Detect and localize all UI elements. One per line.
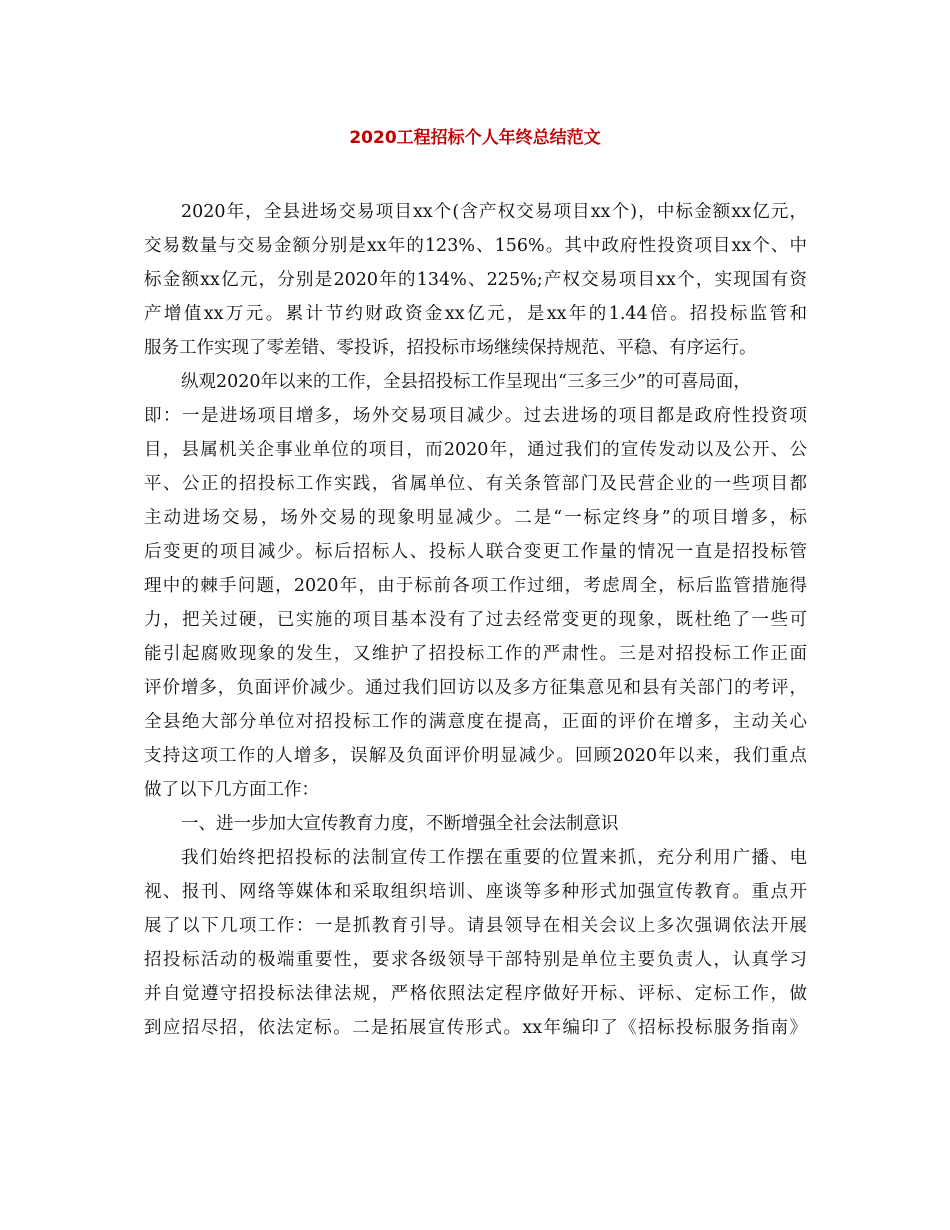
text-line: 能引起腐败现象的发生，又维护了招投标工作的严肃性。三是对招投标工作正面 [144, 644, 807, 664]
text-line: 展了以下几项工作：一是抓教育引导。请县领导在相关会议上多次强调依法开展 [144, 916, 807, 936]
text-line: 视、报刊、网络等媒体和采取组织培训、座谈等多种形式加强宣传教育。重点开 [144, 882, 807, 902]
text-line: 理中的棘手问题，2020年，由于标前各项工作过细，考虑周全，标后监管措施得 [144, 576, 807, 596]
text-line: 我们始终把招投标的法制宣传工作摆在重要的位置来抓，充分利用广播、电 [181, 848, 807, 868]
text-line: 全县绝大部分单位对招投标工作的满意度在提高，正面的评价在增多，主动关心 [144, 712, 807, 732]
text-line: 产增值xx万元。累计节约财政资金xx亿元，是xx年的1.44倍。招投标监管和 [144, 304, 807, 324]
text-line: 到应招尽招，依法定标。二是拓展宣传形式。xx年编印了《招标投标服务指南》 [144, 1018, 807, 1038]
text-line: 即：一是进场项目增多，场外交易项目减少。过去进场的项目都是政府性投资项 [144, 406, 807, 426]
text-line: 力，把关过硬，已实施的项目基本没有了过去经常变更的现象，既杜绝了一些可 [144, 610, 807, 630]
text-line: 做了以下几方面工作： [144, 780, 319, 800]
text-line: 评价增多，负面评价减少。通过我们回访以及多方征集意见和县有关部门的考评， [144, 678, 807, 698]
document-title: 2020工程招标个人年终总结范文 [349, 128, 601, 148]
text-line: 后变更的项目减少。标后招标人、投标人联合变更工作量的情况一直是招投标管 [144, 542, 807, 562]
text-line: 标金额xx亿元，分别是2020年的134%、225%;产权交易项目xx个，实现国有资 [144, 270, 807, 290]
text-line: 服务工作实现了零差错、零投诉，招投标市场继续保持规范、平稳、有序运行。 [144, 338, 757, 358]
document-body [144, 195, 807, 1045]
text-line: 纵观2020年以来的工作，全县招投标工作呈现出“三多三少”的可喜局面， [181, 372, 751, 392]
text-line: 平、公正的招投标工作实践，省属单位、有关条管部门及民营企业的一些项目都 [144, 474, 807, 494]
text-line: 主动进场交易，场外交易的现象明显减少。二是“一标定终身”的项目增多，标 [144, 508, 807, 528]
text-line: 2020年，全县进场交易项目xx个(含产权交易项目xx个)，中标金额xx亿元， [181, 202, 807, 222]
text-line: 目，县属机关企事业单位的项目，而2020年，通过我们的宣传发动以及公开、公 [144, 440, 807, 460]
text-line: 并自觉遵守招投标法律法规，严格依照法定程序做好开标、评标、定标工作，做 [144, 984, 807, 1004]
text-line: 招投标活动的极端重要性，要求各级领导干部特别是单位主要负责人，认真学习 [144, 950, 807, 970]
text-line: 交易数量与交易金额分别是xx年的123%、156%。其中政府性投资项目xx个、中 [144, 236, 807, 256]
text-line: 支持这项工作的人增多，误解及负面评价明显减少。回顾2020年以来，我们重点 [144, 746, 807, 766]
text-line: 一、进一步加大宣传教育力度，不断增强全社会法制意识 [181, 814, 619, 834]
